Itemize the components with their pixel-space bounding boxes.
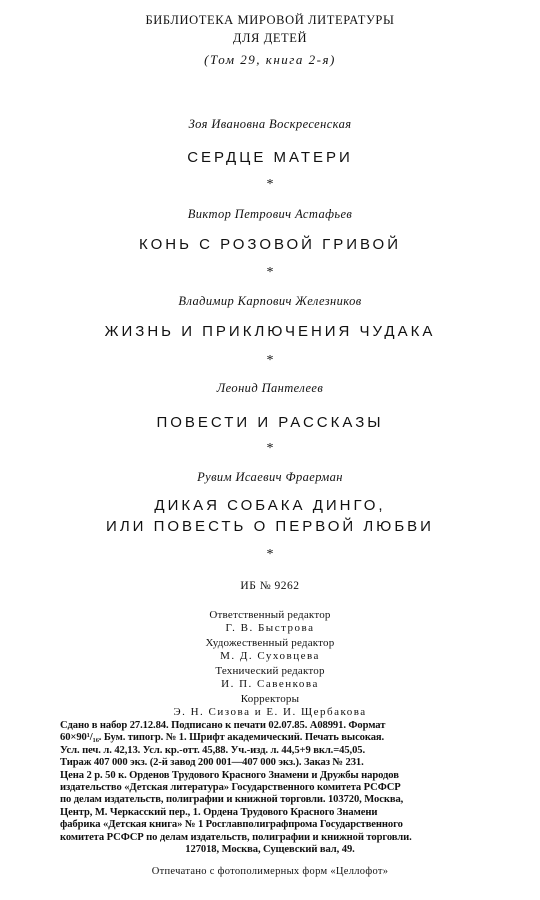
imprint-line: по делам издательств, полиграфии и книжной торговли. 103720, Москва, <box>60 794 404 806</box>
work-author: Рувим Исаевич Фраерман <box>197 470 343 484</box>
work-author: Зоя Ивановна Воскресенская <box>188 117 352 131</box>
work-author: Леонид Пантелеев <box>216 381 324 395</box>
imprint-line: Цена 2 р. 50 к. Орденов Трудового Красного Знамени и Дружбы народов <box>60 769 399 781</box>
imprint-block <box>60 720 480 856</box>
work-author: Владимир Карпович Железников <box>178 294 362 308</box>
imprint-line: Тираж 407 000 экз. (2-й завод 200 001—407 000 экз.). Заказ № 231. <box>60 757 364 769</box>
ib-number: ИБ № 9262 <box>240 580 300 592</box>
imprint-line: Усл. печ. л. 42,13. Усл. кр.-отт. 45,88. Уч.-изд. л. 44,5+9 вкл.=45,05. <box>60 744 366 756</box>
work-author: Виктор Петрович Астафьев <box>187 207 353 221</box>
separator-star: * <box>266 265 274 280</box>
art-editor-label: Художественный редактор <box>205 637 335 649</box>
correctors-label: Корректоры <box>240 693 300 705</box>
imprint-line: комитета РСФСР по делам издательств, полиграфии и книжной торговли. <box>60 831 412 843</box>
work-title: СЕРДЦЕ МАТЕРИ <box>187 149 353 166</box>
series-title: БИБЛИОТЕКА МИРОВОЙ ЛИТЕРАТУРЫ <box>145 13 395 27</box>
imprint-line: Сдано в набор 27.12.84. Подписано к печати 02.07.85. А08991. Формат <box>60 720 386 731</box>
credits <box>0 609 540 718</box>
work-title: ЖИЗНЬ И ПРИКЛЮЧЕНИЯ ЧУДАКА <box>104 323 436 340</box>
printed-note: Отпечатано с фотополимерных форм «Целлофот» <box>151 866 389 877</box>
tech-editor-name: И. П. Савенкова <box>221 677 319 690</box>
separator-star: * <box>266 177 274 192</box>
work-title-line2: ИЛИ ПОВЕСТЬ О ПЕРВОЙ ЛЮБВИ <box>106 518 434 535</box>
resp-editor-name: Г. В. Быстрова <box>225 621 315 634</box>
art-editor-name: М. Д. Суховцева <box>220 649 320 662</box>
tech-editor-label: Технический редактор <box>215 665 325 677</box>
separator-star: * <box>266 441 274 456</box>
work-title: ПОВЕСТИ И РАССКАЗЫ <box>156 414 384 431</box>
volume-label: (Том 29, книга 2-я) <box>204 52 336 67</box>
imprint-line: Центр, М. Черкасский пер., 1. Ордена Трудового Красного Знамени <box>60 806 378 818</box>
work-title: КОНЬ С РОЗОВОЙ ГРИВОЙ <box>139 236 401 253</box>
series-subtitle: ДЛЯ ДЕТЕЙ <box>232 31 308 45</box>
imprint-line: фабрика «Детская книга» № 1 Росглавполиграфпрома Государственного <box>60 819 403 831</box>
imprint-line: издательство «Детская литература» Государственного комитета РСФСР <box>60 782 401 794</box>
separator-star: * <box>266 353 274 368</box>
correctors-names: Э. Н. Сизова и Е. И. Щербакова <box>173 705 367 718</box>
imprint-line: 60×90¹/₁₆. Бум. типогр. № 1. Шрифт академический. Печать высокая. <box>60 732 385 744</box>
separator-star: * <box>266 547 274 562</box>
resp-editor-label: Ответственный редактор <box>209 609 331 621</box>
imprint-line: 127018, Москва, Сущевский вал, 49. <box>185 844 355 856</box>
work-title-line1: ДИКАЯ СОБАКА ДИНГО, <box>154 497 386 514</box>
